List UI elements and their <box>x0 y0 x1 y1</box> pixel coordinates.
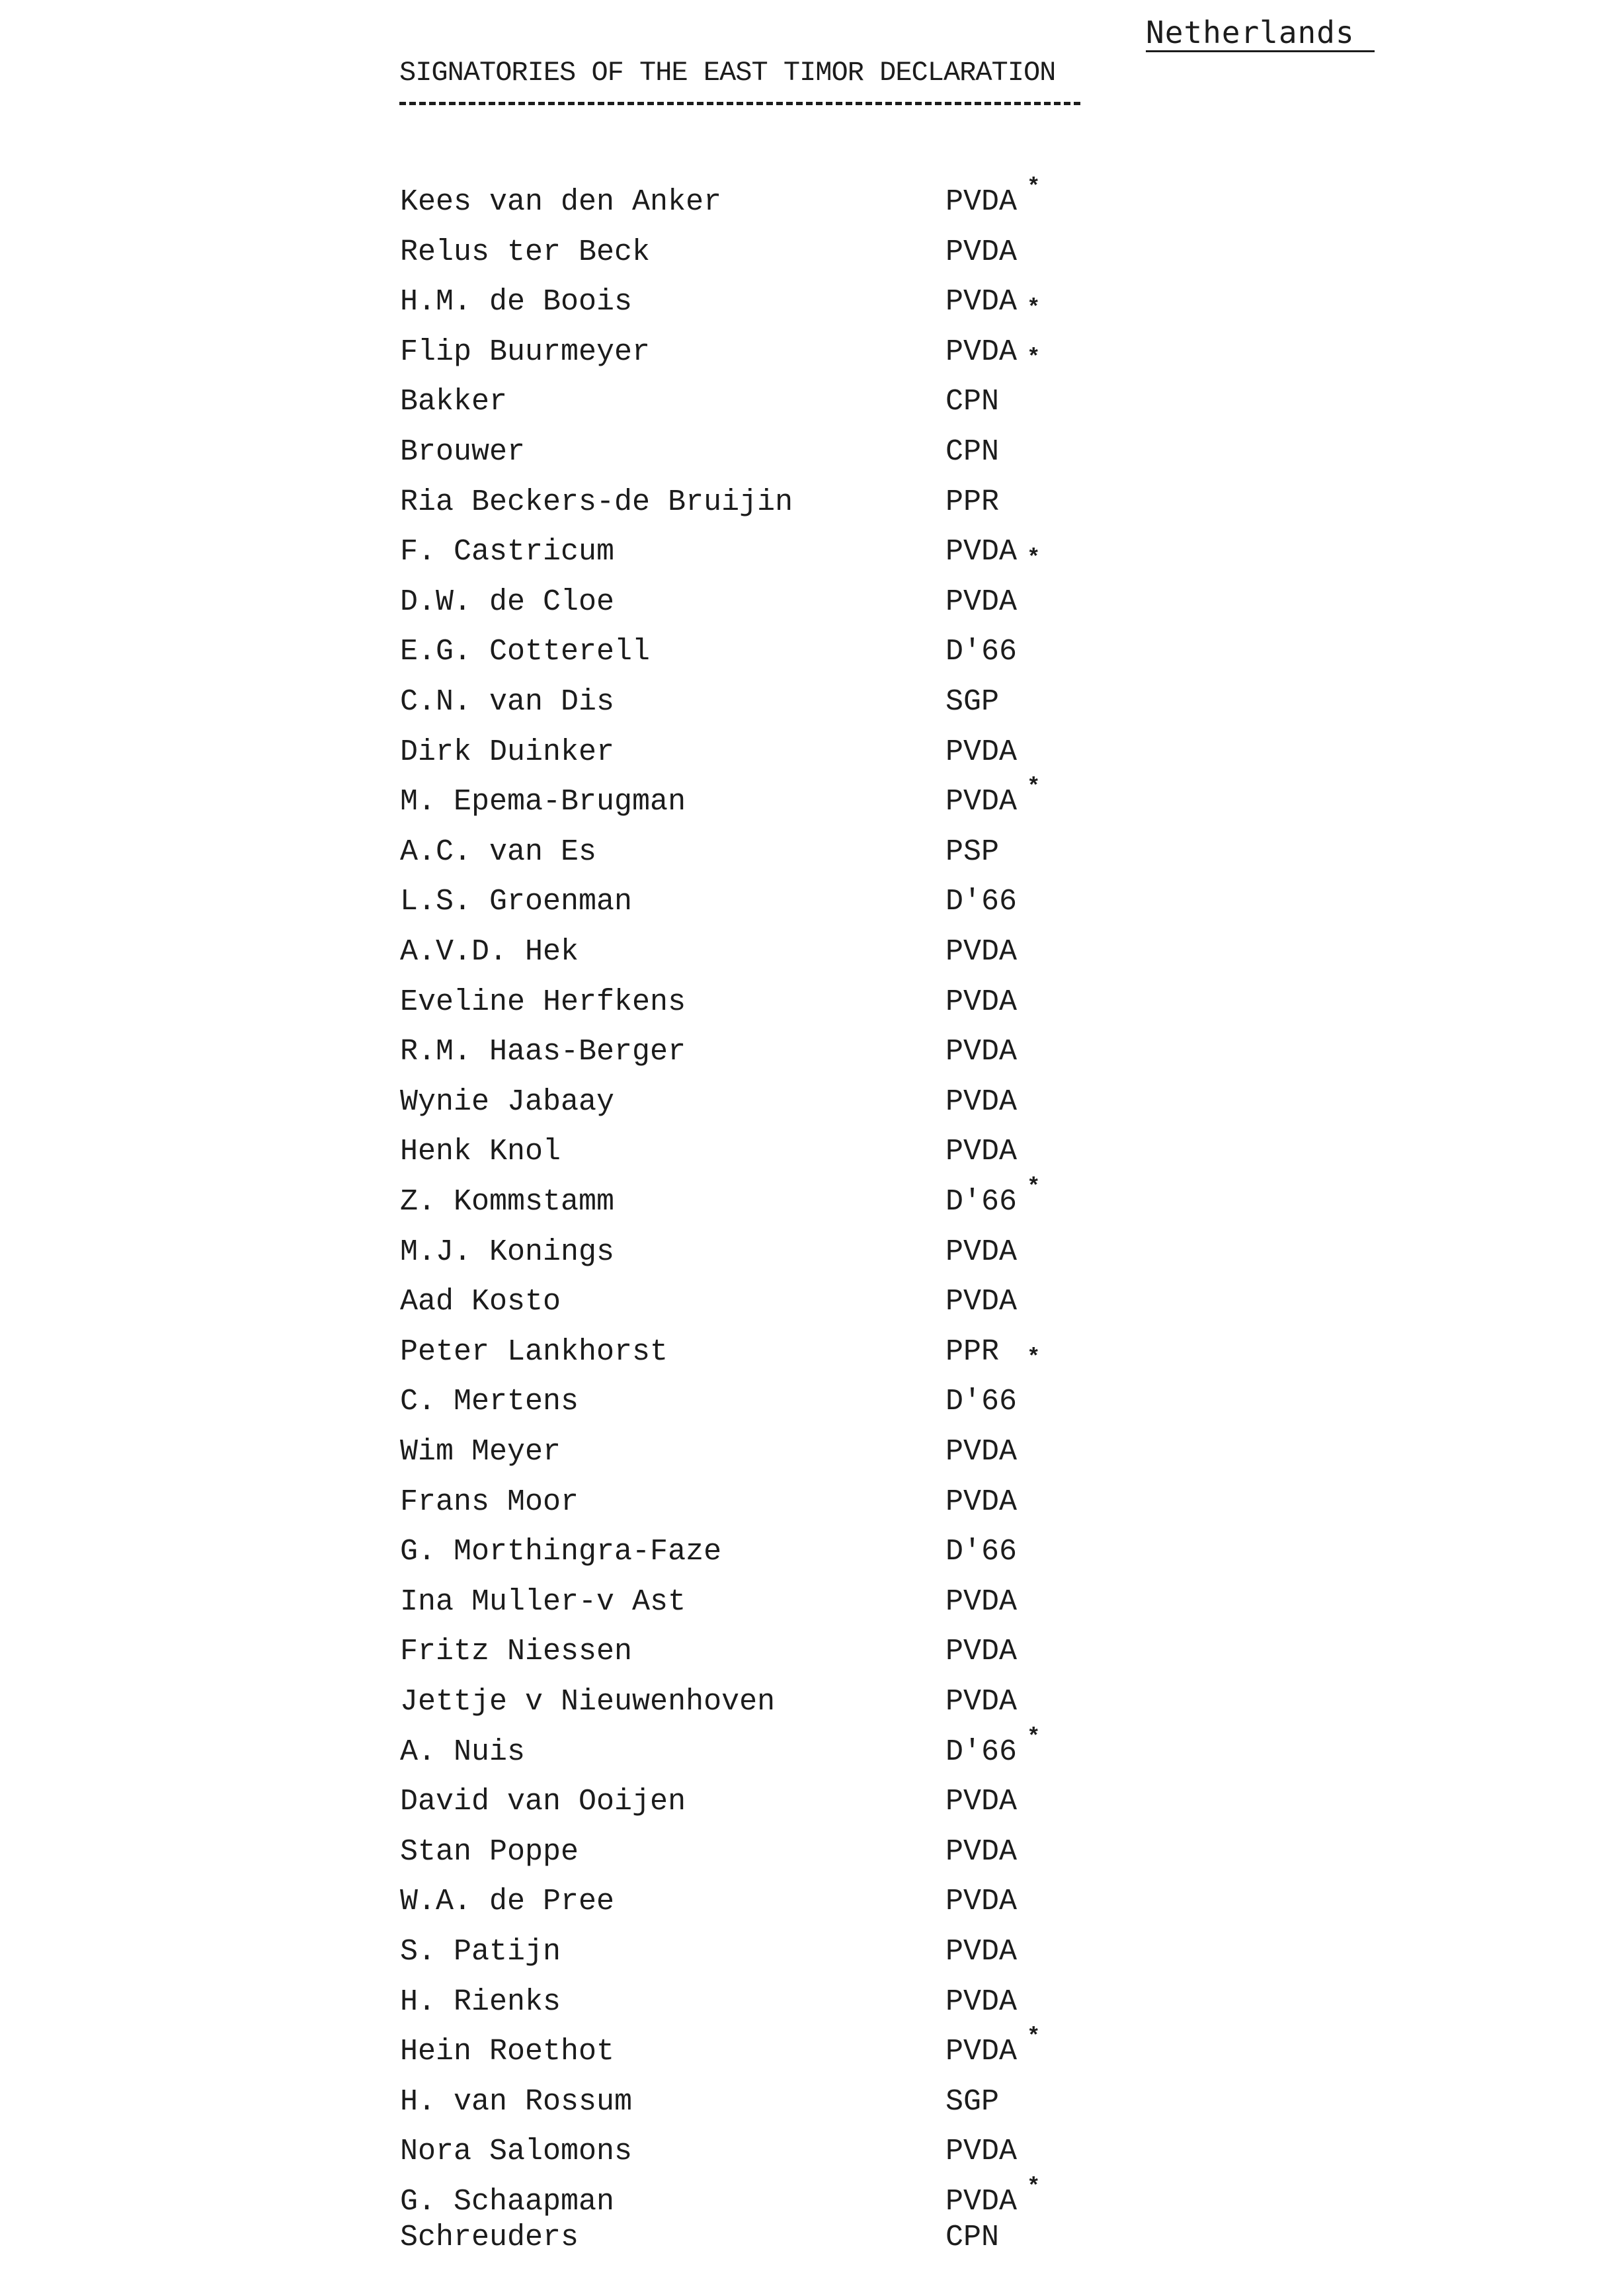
signatory-name: Frans Moor <box>400 1485 579 1519</box>
list-item <box>0 1030 1608 1074</box>
signatory-party: PVDA <box>945 1585 1018 1619</box>
list-item <box>0 1081 1608 1124</box>
list-item <box>0 880 1608 924</box>
signatory-name: Brouwer <box>400 435 526 469</box>
list-item <box>0 175 1608 224</box>
signatory-party: D'66 <box>945 1385 1018 1418</box>
signatory-name: Aad Kosto <box>400 1285 561 1319</box>
list-item <box>0 680 1608 724</box>
list-item <box>0 1680 1608 1724</box>
signatory-name: Eveline Herfkens <box>400 985 686 1019</box>
signatory-party: PVDA <box>945 235 1018 269</box>
signatory-name: W.A. de Pree <box>400 1885 615 1918</box>
signatory-name: R.M. Haas-Berger <box>400 1035 686 1069</box>
signatory-name: H.M. de Boois <box>400 285 633 319</box>
list-item <box>0 430 1608 474</box>
list-item <box>0 1331 1608 1374</box>
signatory-party: PVDA <box>945 1035 1018 1069</box>
list-item <box>0 775 1608 824</box>
signatory-name: M.J. Konings <box>400 1235 615 1269</box>
signatory-name: C. Mertens <box>400 1385 579 1418</box>
signatory-party: PVDA <box>945 2135 1018 2168</box>
signatory-party: PVDA <box>945 285 1018 319</box>
signatory-name: Ina Muller-v Ast <box>400 1585 686 1619</box>
asterisk-mark: * <box>1027 775 1041 800</box>
list-item <box>0 2080 1608 2124</box>
signatory-party: PVDA <box>945 2185 1018 2219</box>
country-heading: Netherlands <box>1146 15 1375 52</box>
signatory-name: H. Rienks <box>400 1985 561 2019</box>
signatory-party: PVDA <box>945 1685 1018 1719</box>
signatory-party: PVDA <box>945 985 1018 1019</box>
signatory-name: D.W. de Cloe <box>400 585 615 619</box>
signatory-party: PVDA <box>945 1235 1018 1269</box>
list-item <box>0 530 1608 574</box>
asterisk-mark: * <box>1027 2175 1041 2200</box>
list-item <box>0 630 1608 674</box>
signatory-party: PSP <box>945 835 1000 869</box>
signatory-name: Schreuders <box>400 2221 579 2254</box>
signatory-party: SGP <box>945 2085 1000 2119</box>
list-item <box>0 1231 1608 1274</box>
signatory-name: Dirk Duinker <box>400 735 615 769</box>
signatory-party: D'66 <box>945 1735 1018 1769</box>
list-item <box>0 2130 1608 2174</box>
signatory-party: CPN <box>945 2221 1000 2254</box>
signatory-party: D'66 <box>945 885 1018 919</box>
signatory-party: D'66 <box>945 635 1018 669</box>
signatory-name: Ria Beckers-de Bruijin <box>400 485 793 519</box>
signatory-party: PPR <box>945 1335 1000 1369</box>
signatory-party: PVDA <box>945 1935 1018 1969</box>
signatory-name: E.G. Cotterell <box>400 635 651 669</box>
list-item <box>0 2025 1608 2074</box>
signatory-name: Hein Roethot <box>400 2035 615 2069</box>
signatory-party: PVDA <box>945 735 1018 769</box>
signatory-party: PVDA <box>945 1135 1018 1168</box>
asterisk-mark: * <box>1027 1346 1041 1371</box>
signatory-party: PVDA <box>945 935 1018 969</box>
asterisk-mark: * <box>1027 175 1041 200</box>
signatory-name: Relus ter Beck <box>400 235 651 269</box>
list-item <box>0 1481 1608 1524</box>
signatory-name: A. Nuis <box>400 1735 526 1769</box>
signatory-name: David van Ooijen <box>400 1785 686 1819</box>
signatory-name: C.N. van Dis <box>400 685 615 719</box>
signatory-party: PVDA <box>945 1485 1018 1519</box>
signatory-name: G. Schaapman <box>400 2185 615 2219</box>
title-underline <box>399 102 1080 105</box>
signatory-party: PVDA <box>945 1985 1018 2019</box>
signatory-name: L.S. Groenman <box>400 885 633 919</box>
list-item <box>0 1725 1608 1774</box>
list-item <box>0 930 1608 974</box>
signatory-name: Fritz Niessen <box>400 1635 633 1668</box>
list-item <box>0 481 1608 524</box>
signatory-name: A.C. van Es <box>400 835 597 869</box>
signatory-party: CPN <box>945 385 1000 419</box>
asterisk-mark: * <box>1027 1725 1041 1750</box>
list-item <box>0 280 1608 324</box>
list-item <box>0 231 1608 274</box>
list-item <box>0 1630 1608 1674</box>
list-item <box>0 1530 1608 1574</box>
signatory-party: PVDA <box>945 535 1018 569</box>
asterisk-mark: * <box>1027 346 1041 371</box>
signatory-name: Wynie Jabaay <box>400 1085 615 1119</box>
list-item <box>0 1780 1608 1824</box>
asterisk-mark: * <box>1027 546 1041 571</box>
signatory-party: PVDA <box>945 1435 1018 1469</box>
signatory-party: D'66 <box>945 1185 1018 1219</box>
signatory-name: A.V.D. Hek <box>400 935 579 969</box>
list-item <box>0 1175 1608 1224</box>
signatory-name: Wim Meyer <box>400 1435 561 1469</box>
signatory-party: CPN <box>945 435 1000 469</box>
list-item <box>0 831 1608 874</box>
signatory-name: S. Patijn <box>400 1935 561 1969</box>
signatory-name: Bakker <box>400 385 508 419</box>
list-item <box>0 981 1608 1024</box>
signatory-party: PVDA <box>945 185 1018 219</box>
list-item <box>0 2216 1608 2260</box>
signatory-name: Kees van den Anker <box>400 185 722 219</box>
list-item <box>0 731 1608 774</box>
list-item <box>0 1930 1608 1974</box>
signatory-party: PVDA <box>945 1635 1018 1668</box>
signatory-name: Peter Lankhorst <box>400 1335 668 1369</box>
signatory-party: PVDA <box>945 2035 1018 2069</box>
asterisk-mark: * <box>1027 2025 1041 2050</box>
signatory-name: H. van Rossum <box>400 2085 633 2119</box>
signatory-party: PVDA <box>945 1835 1018 1869</box>
signatory-name: Z. Kommstamm <box>400 1185 615 1219</box>
signatory-party: SGP <box>945 685 1000 719</box>
signatory-party: D'66 <box>945 1535 1018 1569</box>
signatory-name: Nora Salomons <box>400 2135 633 2168</box>
document-title: SIGNATORIES OF THE EAST TIMOR DECLARATION <box>399 57 1056 89</box>
signatory-party: PVDA <box>945 1285 1018 1319</box>
signatory-name: Jettje v Nieuwenhoven <box>400 1685 776 1719</box>
list-item <box>0 1430 1608 1474</box>
signatory-name: Stan Poppe <box>400 1835 579 1869</box>
signatory-party: PVDA <box>945 1885 1018 1918</box>
asterisk-mark: * <box>1027 296 1041 321</box>
signatory-party: PVDA <box>945 1785 1018 1819</box>
signatory-party: PVDA <box>945 585 1018 619</box>
signatory-party: PPR <box>945 485 1000 519</box>
list-item <box>0 1830 1608 1874</box>
signatory-name: M. Epema-Brugman <box>400 785 686 819</box>
signatory-name: Henk Knol <box>400 1135 561 1168</box>
list-item <box>0 1981 1608 2024</box>
signatory-name: F. Castricum <box>400 535 615 569</box>
signatory-name: G. Morthingra-Faze <box>400 1535 722 1569</box>
signatory-party: PVDA <box>945 335 1018 369</box>
asterisk-mark: * <box>1027 1175 1041 1200</box>
signatory-name: Flip Buurmeyer <box>400 335 651 369</box>
signatory-party: PVDA <box>945 1085 1018 1119</box>
list-item <box>0 1880 1608 1924</box>
list-item <box>0 1280 1608 1324</box>
list-item <box>0 1130 1608 1174</box>
list-item <box>0 1580 1608 1624</box>
signatory-party: PVDA <box>945 785 1018 819</box>
